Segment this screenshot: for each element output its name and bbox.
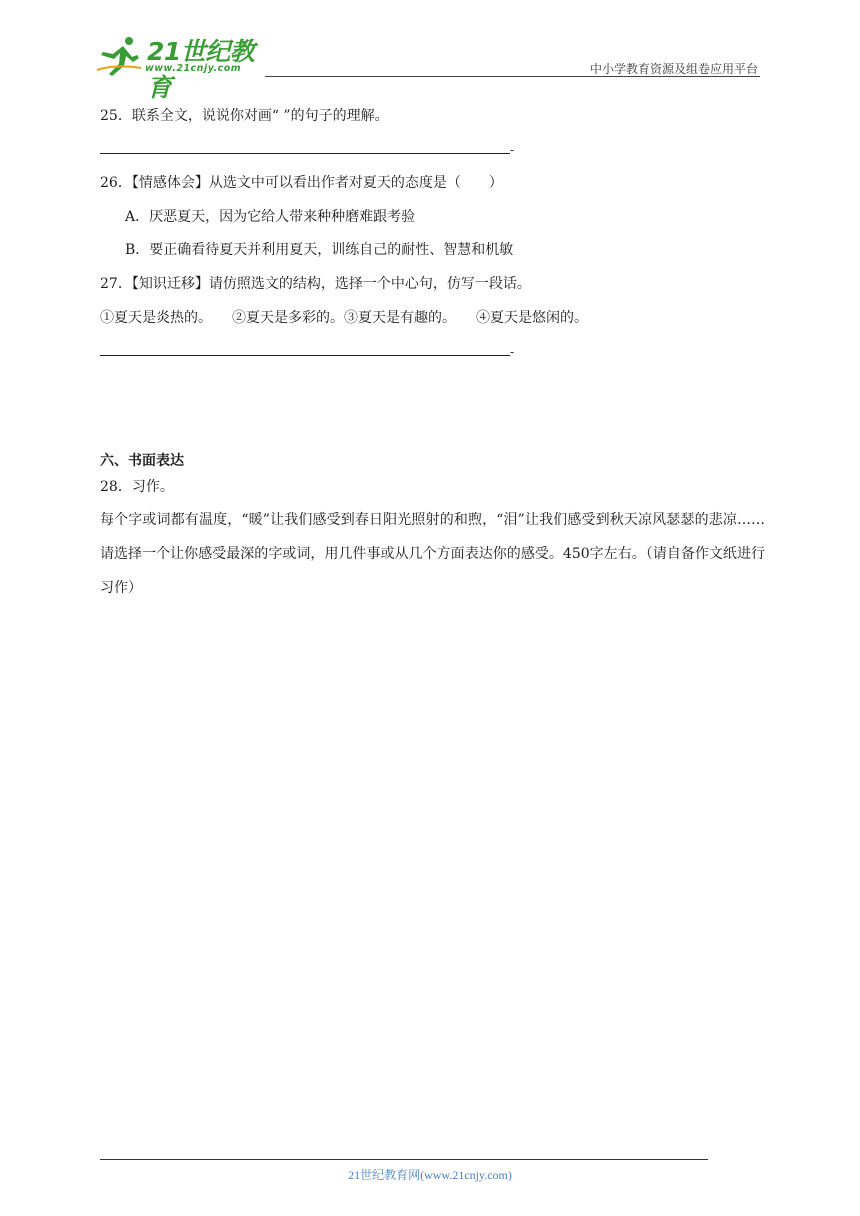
question-27-choices — [100, 308, 588, 328]
site-logo — [95, 30, 270, 102]
option-b: B．要正确看待夏天并利用夏天，训练自己的耐性、智慧和机敏 — [125, 242, 514, 258]
runner-logo-icon — [95, 34, 145, 78]
choice-1: ①夏天是炎热的。 — [100, 310, 212, 326]
writing-prompt: 每个字或词都有温度，“暖”让我们感受到春日阳光照射的和煦，“泪”让我们感受到秋天凉风瑟瑟的悲凉……请选择一个让你感受最深的字或词，用几件事或从几个方面表达你的感受。450字左右。（请自备作文纸进行习作） — [100, 512, 765, 596]
logo-text: 21世纪教育 — [147, 37, 255, 102]
footer-text: 21世纪教育网(www.21cnjy.com) — [348, 1168, 512, 1182]
question-27: 27．【知识迁移】请仿照选文的结构，选择一个中心句，仿写一段话。 — [100, 276, 531, 292]
answer-line-end: - — [510, 345, 515, 359]
question-28: 28．习作。 — [100, 479, 174, 495]
question-25: 25．联系全文，说说你对画“ ”的句子的理解。 — [100, 108, 389, 124]
option-a: A．厌恶夏天，因为它给人带来种种磨难跟考验 — [125, 209, 416, 225]
page-header — [95, 30, 760, 102]
question-26: 26．【情感体会】从选文中可以看出作者对夏天的态度是（ ） — [100, 175, 503, 191]
answer-line-25 — [100, 153, 510, 154]
answer-line-end: - — [510, 143, 515, 157]
choice-2-3: ②夏天是多彩的。③夏天是有趣的。 — [232, 310, 456, 326]
choice-4: ④夏天是悠闲的。 — [476, 310, 588, 326]
footer-rule — [100, 1159, 708, 1160]
platform-name: 中小学教育资源及组卷应用平台 — [589, 62, 758, 76]
logo-url: www.21cnjy.com — [145, 63, 242, 74]
answer-line-27 — [100, 355, 510, 356]
section-title: 六、书面表达 — [100, 453, 184, 469]
